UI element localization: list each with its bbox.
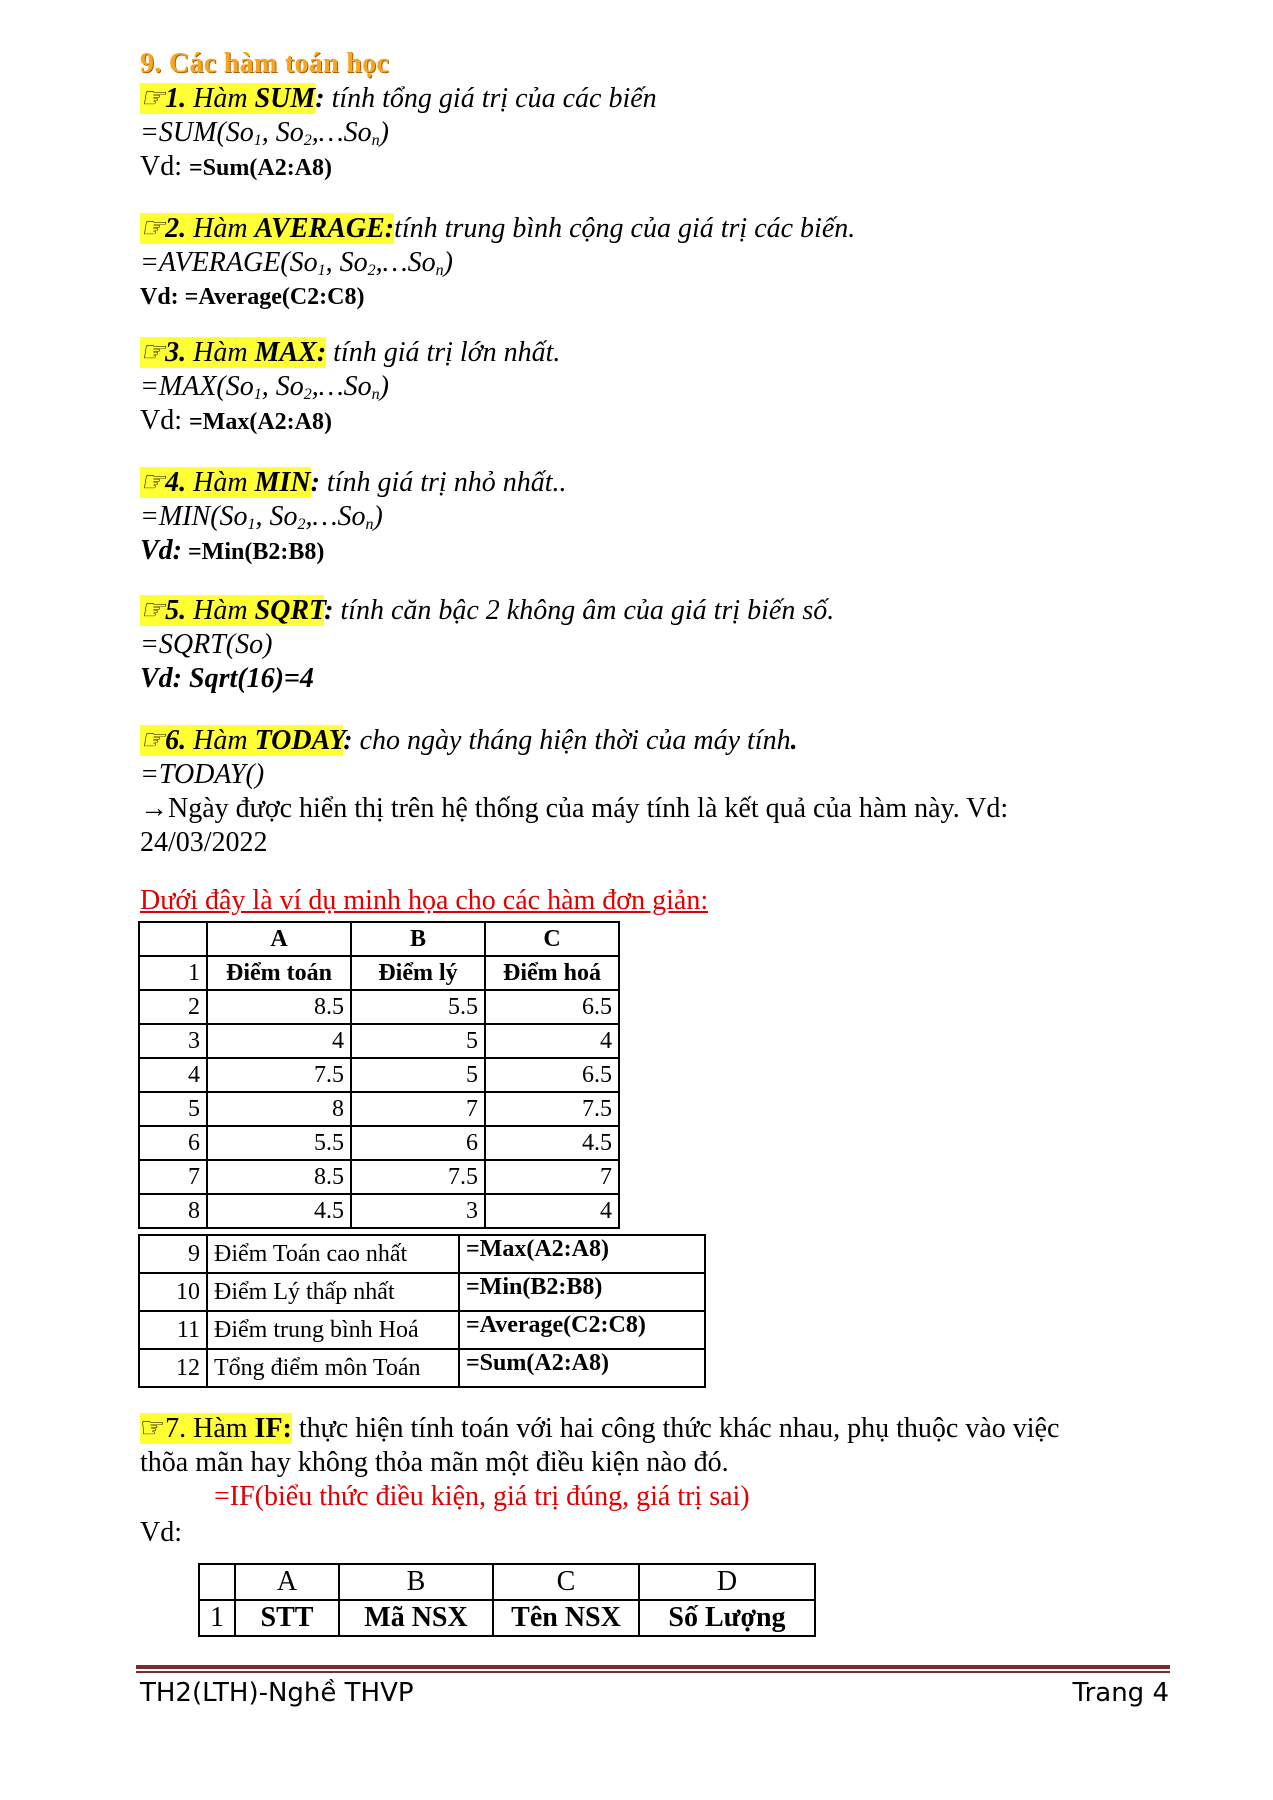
function-description: cho ngày tháng hiện thời của máy tính [352, 725, 791, 756]
column-header: A [207, 922, 351, 956]
table-cell: Điểm Toán cao nhất [207, 1235, 459, 1273]
row-number: 10 [139, 1273, 207, 1311]
table-row [139, 1235, 705, 1273]
table-cell: 5.5 [351, 990, 485, 1024]
formula-cell: =Min(B2:B8) [459, 1273, 705, 1311]
table-cell: Điểm lý [351, 956, 485, 990]
function-description: thực hiện tính toán với hai công thức khác nhau, phụ thuộc vào việc [291, 1413, 1060, 1444]
row-number: 5 [139, 1092, 207, 1126]
function-name: SUM [254, 83, 316, 114]
table-cell: 8 [207, 1092, 351, 1126]
row-number: 7 [139, 1160, 207, 1194]
hand-pointer-icon: ☞ [140, 595, 166, 626]
example-formula-table [138, 1234, 706, 1388]
example-title: Dưới đây là ví dụ minh họa cho các hàm đơn giản: [140, 885, 709, 916]
table-cell: 7.5 [207, 1058, 351, 1092]
function-sum-heading: ☞1. Hàm SUM: tính tổng giá trị của các biến [140, 83, 657, 114]
table-cell: 4 [207, 1024, 351, 1058]
footer-divider [136, 1671, 1170, 1673]
hand-pointer-icon: ☞ [140, 83, 166, 114]
table-row [139, 1058, 619, 1092]
table-row [139, 1024, 619, 1058]
table-cell: 8.5 [207, 1160, 351, 1194]
table-cell: Điểm trung bình Hoá [207, 1311, 459, 1349]
row-number: 2 [139, 990, 207, 1024]
row-number: 8 [139, 1194, 207, 1228]
column-header: C [485, 922, 619, 956]
table-row [139, 1349, 705, 1387]
table-row [139, 990, 619, 1024]
table-row [139, 1160, 619, 1194]
function-if-syntax: =IF(biểu thức điều kiện, giá trị đúng, giá trị sai) [214, 1481, 750, 1512]
function-name: AVERAGE [254, 213, 385, 244]
column-header: B [339, 1564, 493, 1600]
function-description: tính giá trị lớn nhất. [326, 337, 561, 368]
table-cell: 5 [351, 1058, 485, 1092]
table-cell: Tổng điểm môn Toán [207, 1349, 459, 1387]
column-header: A [235, 1564, 339, 1600]
table-cell: 4.5 [207, 1194, 351, 1228]
function-max-syntax: $=MAX(So_1$, $So_2,\dots So_n$) [140, 371, 389, 403]
function-average-heading: ☞2. Hàm AVERAGE:tính trung bình cộng của giá trị các biến. [140, 213, 856, 244]
column-header: D [639, 1564, 815, 1600]
table-row [139, 1273, 705, 1311]
function-name: MIN [254, 467, 311, 498]
table-cell: Điểm Lý thấp nhất [207, 1273, 459, 1311]
function-description: tính căn bậc 2 không âm của giá trị biến số. [333, 595, 835, 626]
function-name: IF [254, 1413, 283, 1444]
table-cell: 8.5 [207, 990, 351, 1024]
table-cell: 7.5 [351, 1160, 485, 1194]
table-cell: 7 [351, 1092, 485, 1126]
function-description: tính tổng giá trị của các biến [324, 83, 657, 114]
function-name: SQRT [254, 595, 325, 626]
function-description: tính trung bình cộng của giá trị các biến. [394, 213, 856, 244]
table-row [139, 1126, 619, 1160]
table-cell: 6.5 [485, 990, 619, 1024]
row-number: 1 [199, 1600, 235, 1636]
function-min-heading: ☞4. Hàm MIN: tính giá trị nhỏ nhất.. [140, 467, 567, 498]
hand-pointer-icon: ☞ [140, 467, 166, 498]
column-header-row [199, 1564, 815, 1600]
row-number: 9 [139, 1235, 207, 1273]
table-cell: 6 [351, 1126, 485, 1160]
function-if-heading: ☞7. Hàm IF: thực hiện tính toán với hai công thức khác nhau, phụ thuộc vào việc [140, 1413, 1060, 1444]
function-average-example: Vd: =Average(C2:C8) [140, 284, 365, 310]
table-cell: Điểm toán [207, 956, 351, 990]
table-row [139, 1311, 705, 1349]
row-number: 1 [139, 956, 207, 990]
function-name: TODAY [254, 725, 344, 756]
hand-pointer-icon: ☞ [140, 213, 166, 244]
function-sum-example: Vd: =Sum(A2:A8) [140, 151, 333, 182]
function-today-heading: ☞6. Hàm TODAY: cho ngày tháng hiện thời của máy tính. [140, 725, 798, 756]
function-sqrt-example: Vd: Sqrt(16)=4 [140, 663, 314, 694]
example-grade-table [138, 921, 620, 1229]
function-sqrt-heading: ☞5. Hàm SQRT: tính căn bậc 2 không âm của giá trị biến số. [140, 595, 835, 626]
row-number: 11 [139, 1311, 207, 1349]
row-number: 6 [139, 1126, 207, 1160]
table-cell: 3 [351, 1194, 485, 1228]
page-number: Trang 4 [1072, 1678, 1169, 1708]
table-cell: 4.5 [485, 1126, 619, 1160]
function-if-example-label: Vd: [140, 1517, 182, 1548]
function-if-description-cont: thõa mãn hay không thỏa mãn một điều kiện nào đó. [140, 1447, 729, 1478]
footer-left: TH2(LTH)-Nghề THVP [140, 1678, 414, 1708]
function-name: MAX [254, 337, 317, 368]
if-example-table [198, 1563, 816, 1637]
table-cell: Mã NSX [339, 1600, 493, 1636]
table-row [139, 1092, 619, 1126]
function-max-example: Vd: =Max(A2:A8) [140, 405, 332, 436]
function-sum-syntax: $=SUM(So_1$, $So_2,\dots So_n$) [140, 117, 389, 149]
formula-cell: =Max(A2:A8) [459, 1235, 705, 1273]
formula-cell: =Sum(A2:A8) [459, 1349, 705, 1387]
table-cell: 5 [351, 1024, 485, 1058]
table-cell: 4 [485, 1024, 619, 1058]
table-cell: 7.5 [485, 1092, 619, 1126]
row-number: 3 [139, 1024, 207, 1058]
row-number: 4 [139, 1058, 207, 1092]
function-today-note: →Ngày được hiển thị trên hệ thống của máy tính là kết quả của hàm này. Vd: [140, 793, 1009, 824]
table-cell: STT [235, 1600, 339, 1636]
function-description: tính giá trị nhỏ nhất.. [319, 467, 567, 498]
table-cell: 4 [485, 1194, 619, 1228]
table-row [139, 1194, 619, 1228]
function-sqrt-syntax: =SQRT(So) [140, 629, 273, 660]
table-cell: Điểm hoá [485, 956, 619, 990]
hand-pointer-icon: ☞ [140, 337, 166, 368]
table-cell: 5.5 [207, 1126, 351, 1160]
table-cell: 6.5 [485, 1058, 619, 1092]
function-min-example: Vd: =Min(B2:B8) [140, 535, 325, 566]
row-number: 12 [139, 1349, 207, 1387]
table-row [139, 956, 619, 990]
table-cell: Số Lượng [639, 1600, 815, 1636]
function-min-syntax: $=MIN(So_1$, $So_2,\dots So_n$) [140, 501, 383, 533]
table-row [199, 1600, 815, 1636]
function-today-syntax: =TODAY() [140, 759, 265, 790]
function-today-note-date: 24/03/2022 [140, 827, 268, 858]
column-header-row [139, 922, 619, 956]
formula-cell: =Average(C2:C8) [459, 1311, 705, 1349]
function-max-heading: ☞3. Hàm MAX: tính giá trị lớn nhất. [140, 337, 561, 368]
column-header: B [351, 922, 485, 956]
table-cell: 7 [485, 1160, 619, 1194]
column-header: C [493, 1564, 639, 1600]
hand-pointer-icon: ☞ [140, 725, 166, 756]
section-title: 9. Các hàm toán học [140, 48, 390, 79]
hand-pointer-icon: ☞ [140, 1413, 166, 1444]
table-cell: Tên NSX [493, 1600, 639, 1636]
function-average-syntax: $=AVERAGE(So_1$, $So_2,\dots So_n$) [140, 247, 453, 279]
footer-divider [136, 1665, 1170, 1669]
